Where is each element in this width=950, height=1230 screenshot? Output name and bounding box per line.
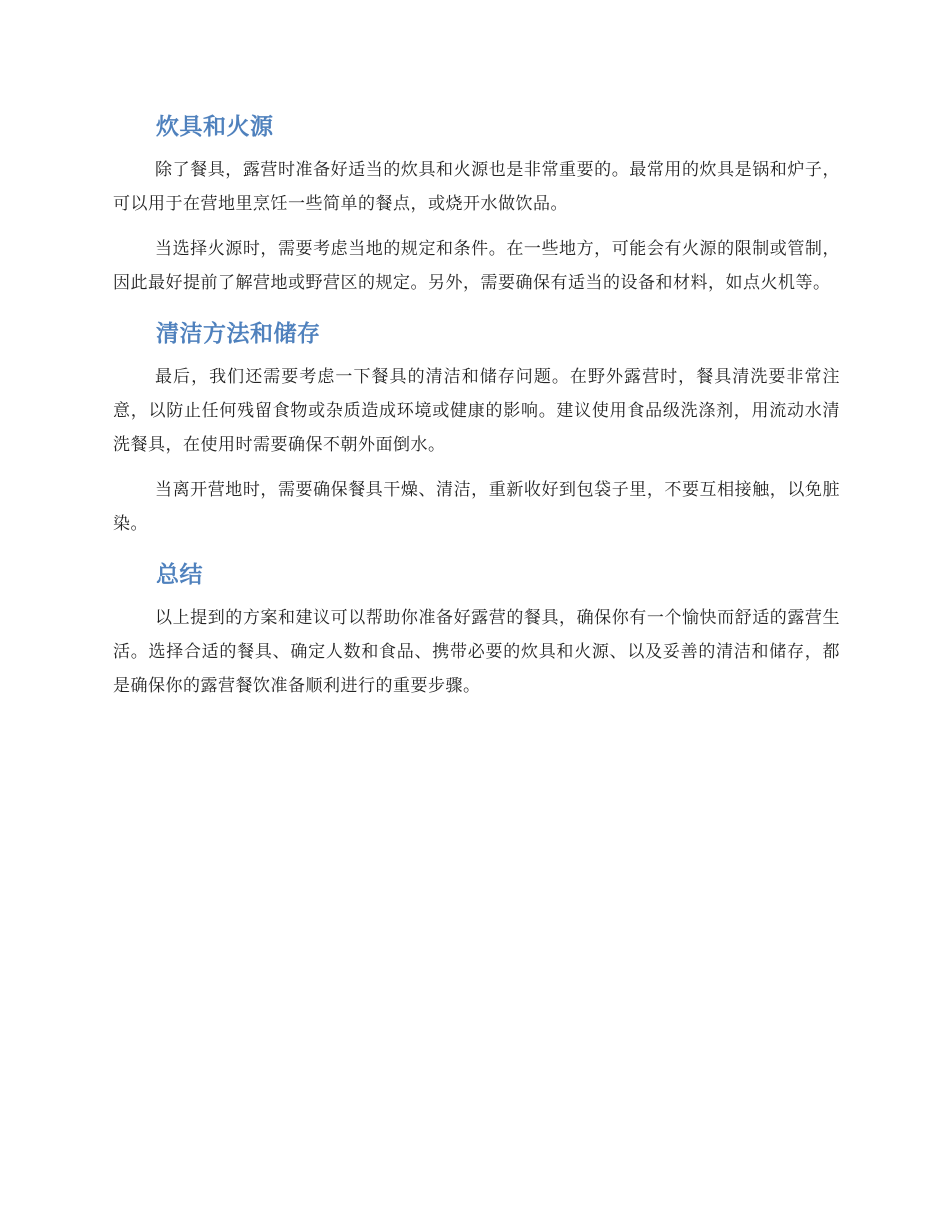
section-cookware-and-fire bbox=[113, 104, 840, 300]
section-heading: 炊具和火源 bbox=[156, 114, 274, 140]
paragraph: 以上提到的方案和建议可以帮助你准备好露营的餐具，确保你有一个愉快而舒适的露营生活。选择合适的餐具、确定人数和食品、携带必要的炊具和火源、以及妥善的清洁和储存，都是确保你的露营餐饮准备顺利进行的重要步骤。 bbox=[113, 608, 840, 696]
section-summary bbox=[113, 552, 840, 703]
section-heading: 清洁方法和储存 bbox=[156, 321, 321, 347]
paragraph: 最后，我们还需要考虑一下餐具的清洁和储存问题。在野外露营时，餐具清洗要非常注意，以防止任何残留食物或杂质造成环境或健康的影响。建议使用食品级洗涤剂，用流动水清洗餐具，在使用时需要确保不朝外面倒水。 bbox=[113, 367, 840, 455]
paragraph: 除了餐具，露营时准备好适当的炊具和火源也是非常重要的。最常用的炊具是锅和炉子，可以用于在营地里烹饪一些简单的餐点，或烧开水做饮品。 bbox=[113, 160, 840, 214]
section-cleaning-and-storage bbox=[113, 311, 840, 541]
section-heading: 总结 bbox=[156, 562, 203, 588]
paragraph: 当离开营地时，需要确保餐具干燥、清洁，重新收好到包袋子里，不要互相接触，以免脏染。 bbox=[113, 480, 840, 534]
paragraph: 当选择火源时，需要考虑当地的规定和条件。在一些地方，可能会有火源的限制或管制，因此最好提前了解营地或野营区的规定。另外，需要确保有适当的设备和材料，如点火机等。 bbox=[113, 239, 840, 293]
document-page bbox=[113, 104, 840, 714]
